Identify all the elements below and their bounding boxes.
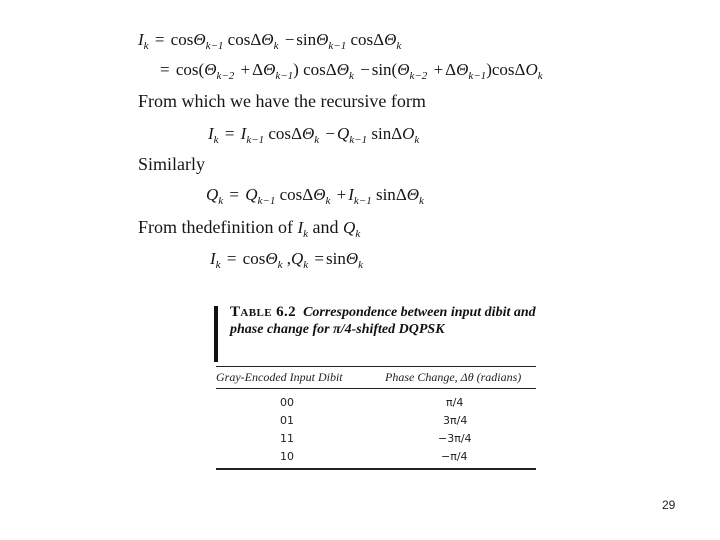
col-header-dibit: Gray-Encoded Input Dibit bbox=[216, 370, 343, 384]
var-I: I bbox=[138, 30, 144, 49]
text-similarly: Similarly bbox=[138, 154, 205, 174]
equation-4: $Q_k = Q_{k-1}$ $\cos\Delta\Theta_k + I_{k-1}$ sinΔΘ$_k$ bbox=[206, 185, 424, 207]
caption-title: Correspondence between input dibit and phase change for π/4-shifted DQPSK bbox=[230, 305, 536, 337]
table-rule-mid bbox=[216, 388, 536, 389]
text-definition: From thedefinition of $I_k$ and $Q_k$ bbox=[138, 217, 361, 240]
equation-2: = $\cos(\Theta_{k-2} + \Delta\Theta_{k-1}) \cos\Delta\Theta_k - \sin(\Theta_{k-2} + \Delta\Theta_{k-1})\cos\Delta O_k$ bbox=[160, 60, 543, 82]
col-header-phase: Phase Change, Δθ (radians) bbox=[385, 370, 522, 384]
table-rule-bottom bbox=[216, 468, 536, 470]
table-cell-phase: −3π/4 bbox=[438, 432, 472, 445]
table-cell-phase: π/4 bbox=[446, 396, 464, 409]
text-recursive: From which we have the recursive form bbox=[138, 91, 426, 111]
table-cell-dibit: 00 bbox=[280, 396, 294, 409]
table-cell-dibit: 11 bbox=[280, 432, 294, 445]
equation-5: $I_k = \cos\Theta_k$ $,Q_k = \sin\Theta_k$ bbox=[210, 249, 364, 271]
table-rule-top bbox=[216, 366, 536, 367]
table-cell-phase: 3π/4 bbox=[443, 414, 468, 427]
equation-1: $I_k = \cos\Theta_{k-1}$ cosΔΘ$_k$ − sinΘ$_{k-1}$ cosΔΘ$_k$ bbox=[138, 30, 402, 52]
page-number: 29 bbox=[662, 498, 676, 512]
table-cell-dibit: 10 bbox=[280, 450, 294, 463]
caption-bar bbox=[214, 306, 218, 362]
table-cell-phase: −π/4 bbox=[441, 450, 468, 463]
equation-3: $I_k = I_{k-1}$ $\cos\Delta\Theta_k - Q_{k-1}$ sinΔO$_k$ bbox=[208, 124, 420, 146]
caption-label: Table 6.2 bbox=[230, 304, 297, 320]
table-cell-dibit: 01 bbox=[280, 414, 294, 427]
table-caption bbox=[230, 304, 536, 338]
